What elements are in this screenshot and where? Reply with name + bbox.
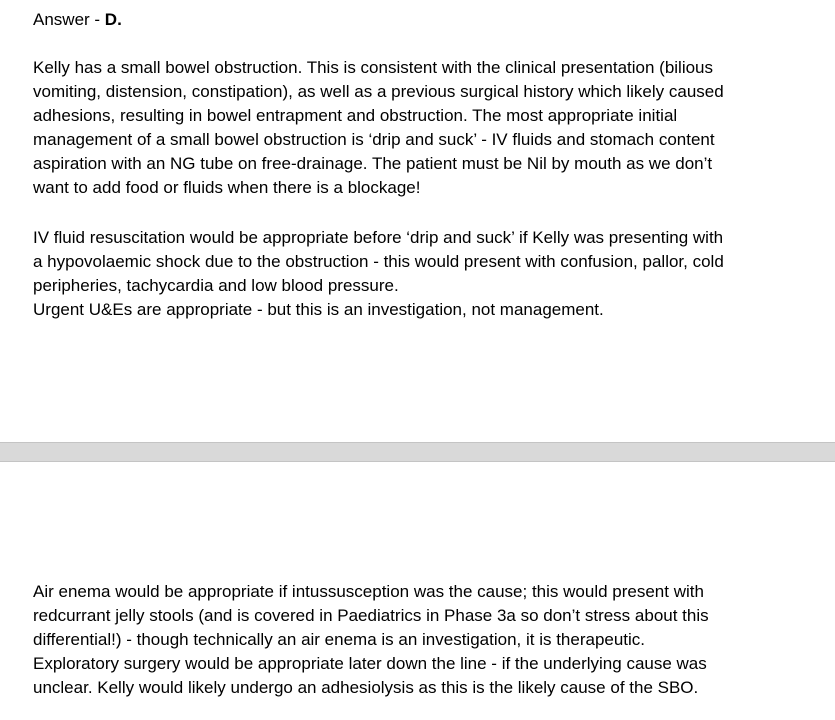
- text-line: redcurrant jelly stools (and is covered in Paediatrics in Phase 3a so don’t stress about this: [33, 606, 709, 625]
- text-line: unclear. Kelly would likely undergo an adhesiolysis as this is the likely cause of the SBO.: [33, 678, 699, 697]
- text-line: Kelly has a small bowel obstruction. This is consistent with the clinical presentation (bilious: [33, 58, 714, 77]
- document-page-2: [0, 462, 835, 720]
- other-options-paragraph: [33, 580, 823, 700]
- explanation-paragraph: [33, 56, 823, 200]
- text-line: Exploratory surgery would be appropriate later down the line - if the underlying cause was: [33, 654, 707, 673]
- text-line: want to add food or fluids when there is a blockage!: [33, 178, 421, 197]
- text-line: peripheries, tachycardia and low blood pressure.: [33, 276, 399, 295]
- answer-heading: [33, 8, 823, 32]
- text-line: Air enema would be appropriate if intussusception was the cause; this would present with: [33, 582, 704, 601]
- text-line: IV fluid resuscitation would be appropriate before ‘drip and suck’ if Kelly was presenting with: [33, 228, 724, 247]
- answer-prefix: Answer -: [33, 10, 105, 29]
- page-separator: [0, 442, 835, 462]
- text-line: management of a small bowel obstruction is ‘drip and suck’ - IV fluids and stomach content: [33, 130, 715, 149]
- text-line: aspiration with an NG tube on free-drainage. The patient must be Nil by mouth as we don’t: [33, 154, 713, 173]
- text-line: differential!) - though technically an air enema is an investigation, it is therapeutic.: [33, 630, 646, 649]
- text-line: a hypovolaemic shock due to the obstruction - this would present with confusion, pallor, cold: [33, 252, 724, 271]
- iv-fluids-paragraph: [33, 226, 823, 322]
- text-line: adhesions, resulting in bowel entrapment and obstruction. The most appropriate initial: [33, 106, 678, 125]
- text-line: vomiting, distension, constipation), as well as a previous surgical history which likely caused: [33, 82, 724, 101]
- text-line: Urgent U&Es are appropriate - but this is an investigation, not management.: [33, 300, 604, 319]
- answer-letter: D.: [104, 10, 122, 29]
